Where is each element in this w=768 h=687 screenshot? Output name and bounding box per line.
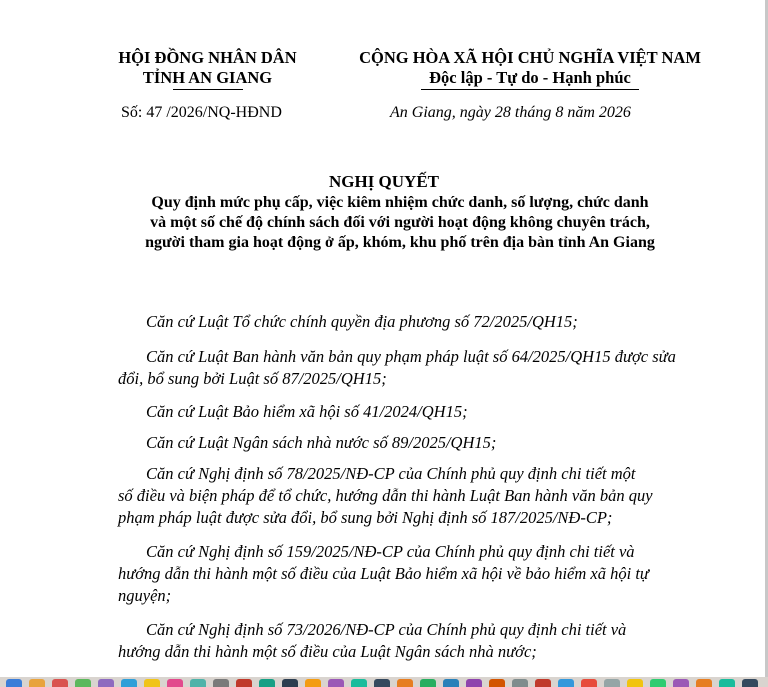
legal-basis-paragraph (118, 346, 711, 390)
basis-line: hướng dẫn thi hành một số điều của Luật Ngân sách nhà nước; (118, 642, 537, 661)
dock-app-icon[interactable] (98, 679, 114, 687)
dock-app-icon[interactable] (650, 679, 666, 687)
dock-app-icon[interactable] (29, 679, 45, 687)
authority-name: HỘI ĐỒNG NHÂN DÂN (118, 48, 297, 67)
motto-underline (421, 89, 639, 90)
basis-line: Căn cứ Luật Ngân sách nhà nước số 89/2025/QH15; (146, 433, 497, 452)
legal-basis-paragraph (118, 541, 711, 607)
dock-app-icon[interactable] (328, 679, 344, 687)
dock-app-icon[interactable] (604, 679, 620, 687)
dock-app-icon[interactable] (374, 679, 390, 687)
dock-app-icon[interactable] (236, 679, 252, 687)
dock-app-icon[interactable] (121, 679, 137, 687)
basis-line: Căn cứ Luật Ban hành văn bản quy phạm pháp luật số 64/2025/QH15 được sửa (146, 347, 676, 366)
basis-line: Căn cứ Nghị định số 73/2026/NĐ-CP của Chính phủ quy định chi tiết và (146, 620, 627, 639)
legal-basis-paragraph (118, 463, 711, 529)
basis-line: nguyện; (118, 586, 172, 605)
basis-line: đổi, bổ sung bởi Luật số 87/2025/QH15; (118, 369, 387, 388)
taskbar-dock (0, 677, 768, 687)
dock-app-icon[interactable] (673, 679, 689, 687)
date-year: năm 2026 (567, 104, 631, 121)
document-title: NGHỊ QUYẾT (328, 172, 440, 191)
document-number (121, 104, 282, 122)
national-motto (355, 48, 705, 90)
basis-line: Căn cứ Luật Bảo hiểm xã hội số 41/2024/QH15; (146, 402, 468, 421)
dock-app-icon[interactable] (259, 679, 275, 687)
dock-app-icon[interactable] (581, 679, 597, 687)
dock-app-icon[interactable] (489, 679, 505, 687)
dock-app-icon[interactable] (420, 679, 436, 687)
number-prefix: Số: (121, 104, 143, 121)
number-suffix: /2026/NQ-HĐND (166, 104, 282, 121)
date-place: An Giang, ngày (390, 104, 491, 121)
authority-province: TỈNH AN GIANG (142, 68, 273, 87)
date-month: 8 (555, 104, 564, 121)
basis-line: Căn cứ Nghị định số 78/2025/NĐ-CP của Chính phủ quy định chi tiết một (146, 464, 636, 483)
dock-app-icon[interactable] (167, 679, 183, 687)
dock-app-icon[interactable] (627, 679, 643, 687)
motto-text: Độc lập - Tự do - Hạnh phúc (429, 68, 631, 87)
dock-app-icon[interactable] (351, 679, 367, 687)
legal-basis-paragraph (118, 619, 711, 663)
basis-line: phạm pháp luật được sửa đổi, bổ sung bởi Nghị định số 187/2025/NĐ-CP; (118, 508, 613, 527)
dock-app-icon[interactable] (282, 679, 298, 687)
dock-app-icon[interactable] (512, 679, 528, 687)
basis-line: Căn cứ Nghị định số 159/2025/NĐ-CP của Chính phủ quy định chi tiết và (146, 542, 635, 561)
legal-basis-paragraph (118, 311, 711, 333)
dock-app-icon[interactable] (696, 679, 712, 687)
dock-app-icon[interactable] (6, 679, 22, 687)
dock-app-icon[interactable] (535, 679, 551, 687)
legal-basis-paragraph (118, 432, 711, 454)
dock-app-icon[interactable] (397, 679, 413, 687)
subtitle-line: người tham gia hoạt động ở ấp, khóm, khu phố trên địa bàn tỉnh An Giang (145, 234, 655, 251)
basis-line: số điều và biện pháp để tổ chức, hướng dẫn thi hành Luật Ban hành văn bản quy (118, 486, 653, 505)
dock-app-icon[interactable] (190, 679, 206, 687)
dock-app-icon[interactable] (443, 679, 459, 687)
dock-app-icon[interactable] (719, 679, 735, 687)
date-month-label: tháng (514, 104, 552, 121)
dock-app-icon[interactable] (75, 679, 91, 687)
authority-underline (173, 89, 243, 90)
dock-app-icon[interactable] (144, 679, 160, 687)
dock-app-icon[interactable] (558, 679, 574, 687)
basis-line: Căn cứ Luật Tổ chức chính quyền địa phương số 72/2025/QH15; (146, 312, 578, 331)
subtitle-line: và một số chế độ chính sách đối với người hoạt động không chuyên trách, (150, 214, 650, 231)
date-day: 28 (494, 104, 511, 121)
issuing-authority (105, 48, 310, 90)
dock-app-icon[interactable] (466, 679, 482, 687)
document-subtitle (60, 193, 740, 253)
subtitle-line: Quy định mức phụ cấp, việc kiêm nhiệm chức danh, số lượng, chức danh (151, 194, 649, 211)
dock-app-icon[interactable] (305, 679, 321, 687)
country-name: CỘNG HÒA XÃ HỘI CHỦ NGHĨA VIỆT NAM (359, 48, 701, 67)
number-value: 47 (146, 104, 163, 121)
dock-app-icon[interactable] (742, 679, 758, 687)
issue-date (390, 104, 631, 122)
legal-basis-paragraph (118, 401, 711, 423)
dock-app-icon[interactable] (52, 679, 68, 687)
dock-app-icon[interactable] (213, 679, 229, 687)
basis-line: hướng dẫn thi hành một số điều của Luật Bảo hiểm xã hội về bảo hiểm xã hội tự (118, 564, 649, 583)
